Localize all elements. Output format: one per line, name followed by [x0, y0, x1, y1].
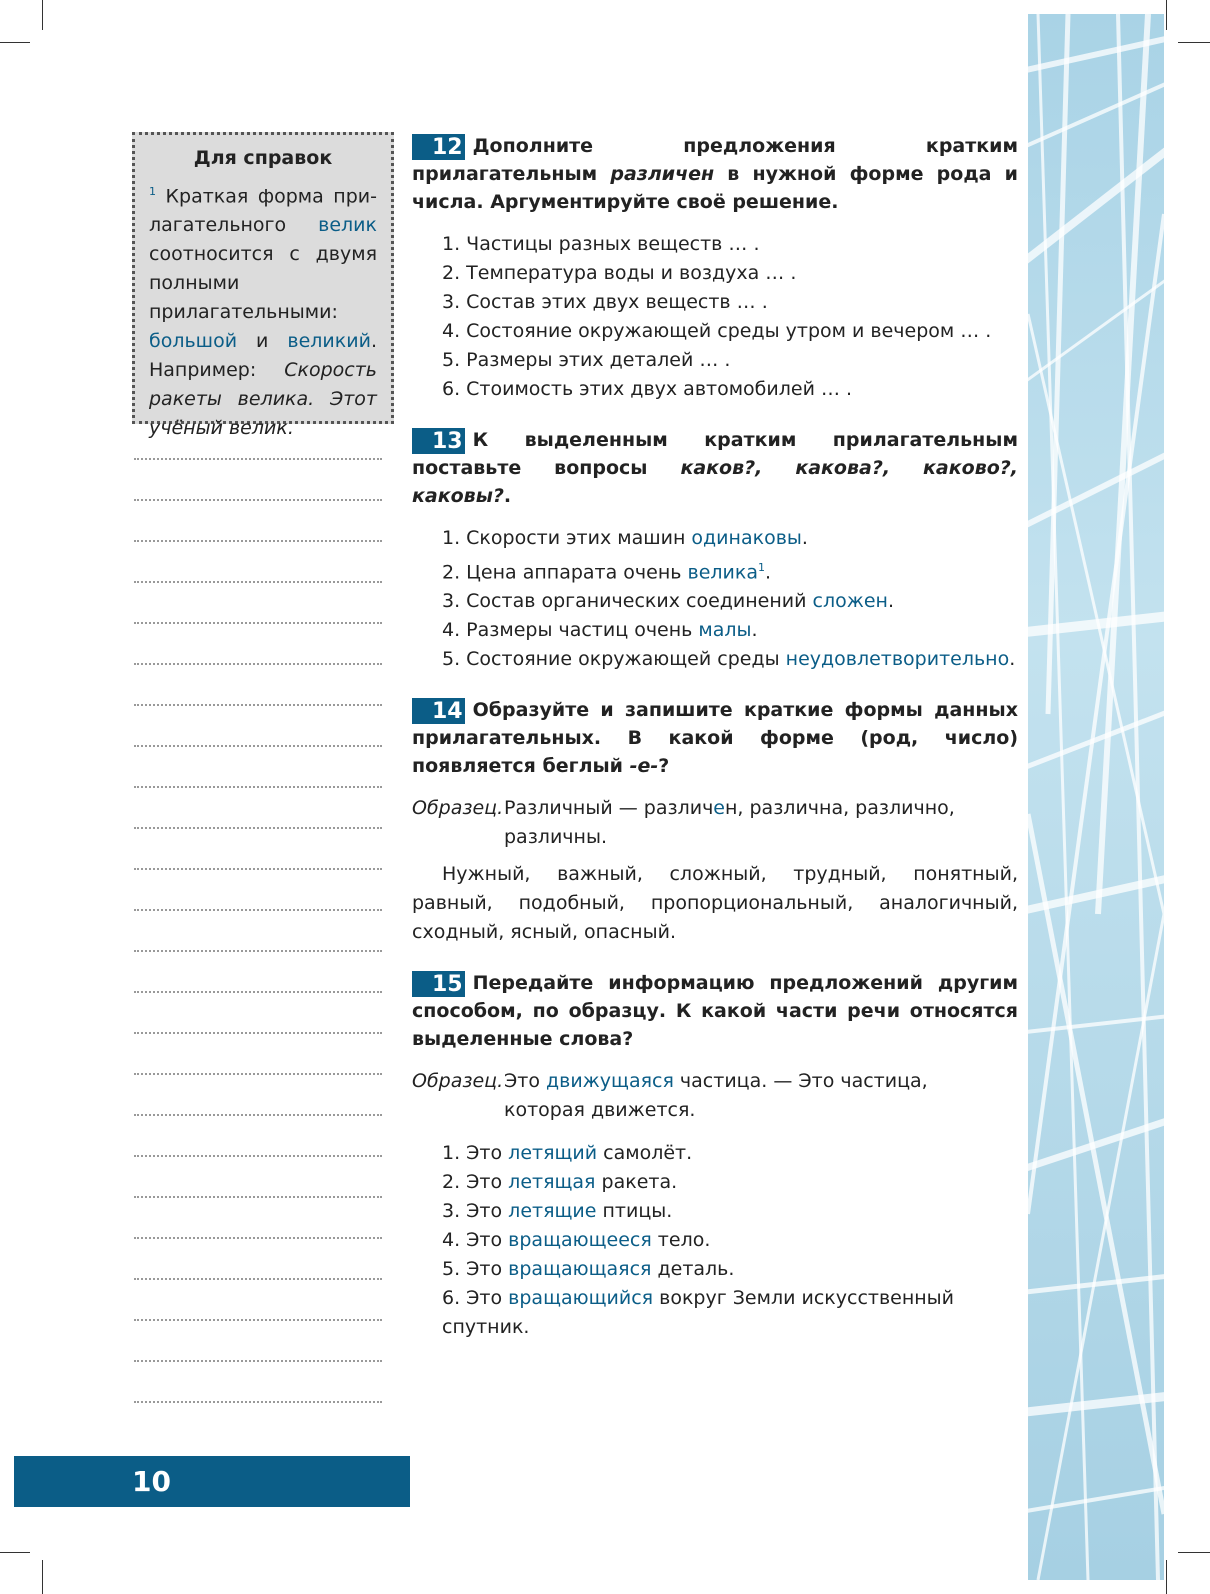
note-line	[134, 1239, 382, 1280]
item-text: тело.	[651, 1229, 711, 1252]
heading-questions: каков?, какова?, каково?, каковы?	[412, 457, 1019, 507]
item-text: ракета.	[595, 1171, 678, 1194]
heading-word: различен	[610, 163, 715, 185]
reference-example: Скорость ракеты велика. Этот учёный велик.	[149, 359, 377, 440]
sample-text: частица. — Это частица, которая движется.	[504, 1070, 928, 1122]
note-line	[134, 1075, 382, 1116]
heading-text: Образуйте и запишите краткие формы данных прилагательных. В какой форме (род, число) появляется беглый	[412, 699, 1018, 778]
list-item: 5. Размеры этих деталей … .	[442, 349, 731, 371]
item-text: 5. Состояние окружающей среды	[442, 648, 786, 671]
exercise-12	[412, 132, 1018, 404]
word-list: Нужный, важный, сложный, трудный, понятный, равный, подобный, пропорциональный, аналогичный, сходный, ясный, опасный.	[412, 863, 1018, 944]
list-item	[412, 1284, 1018, 1342]
highlighted-word: вращающийся	[508, 1287, 654, 1310]
exercise-number: 14	[412, 698, 465, 724]
item-text: 2. Это	[442, 1171, 509, 1194]
crop-mark	[0, 42, 30, 43]
note-line	[134, 911, 382, 952]
list-item: 3. Состав этих двух веществ … .	[442, 291, 768, 313]
highlighted-word: вращающаяся	[508, 1258, 652, 1281]
heading-text: Передайте информацию предложений другим способом, по образцу. К какой части речи относятся выделенные слова?	[412, 972, 1018, 1051]
reference-word: велик	[318, 214, 377, 237]
exercise-heading	[412, 132, 1018, 216]
item-text: .	[887, 590, 895, 613]
item-text: 4. Это	[442, 1229, 509, 1252]
heading-text: ?	[658, 755, 670, 778]
exercise-15	[412, 969, 1018, 1342]
exercises-column	[412, 132, 1018, 1364]
item-text: .	[801, 527, 808, 549]
highlighted-word: летящие	[508, 1200, 597, 1223]
list-item: 6. Стоимость этих двух автомобилей … .	[442, 378, 853, 400]
highlighted-word: летящий	[508, 1142, 598, 1165]
item-text: .	[751, 619, 758, 642]
exercise-items	[412, 524, 1018, 674]
list-item	[412, 1255, 1018, 1284]
reference-text-part: соотносится с двумя полными прилагательными:	[149, 243, 377, 324]
list-item: 4. Состояние окружающей среды утром и вечером … .	[442, 320, 992, 342]
list-item	[412, 587, 1018, 616]
note-line	[134, 542, 382, 583]
item-text: деталь.	[651, 1258, 735, 1281]
note-line	[134, 1362, 382, 1403]
item-text: вокруг Земли искусственный спутник.	[442, 1287, 955, 1339]
exercise-heading	[412, 969, 1018, 1053]
highlighted-word: сложен	[812, 590, 888, 613]
list-item	[412, 553, 1018, 587]
note-line	[134, 583, 382, 624]
reference-box	[132, 132, 394, 440]
heading-text: Дополните предложения кратким прилагательным	[412, 135, 1018, 185]
exercise-heading	[412, 696, 1018, 780]
sample-body	[504, 794, 1012, 852]
sample-text: Это	[504, 1070, 546, 1093]
note-line	[134, 624, 382, 665]
reference-word: великий	[287, 330, 371, 353]
highlighted-word: движущаяся	[546, 1070, 674, 1093]
reference-text	[149, 177, 377, 443]
list-item	[412, 645, 1018, 674]
list-item	[412, 616, 1018, 645]
reference-title: Для справок	[193, 147, 333, 169]
highlighted-word: неудовлетворительно	[785, 648, 1010, 671]
exercise-13	[412, 426, 1018, 674]
list-item: 2. Температура воды и воздуха … .	[442, 262, 797, 284]
reference-text-part: . Например:	[149, 330, 377, 382]
sample-body	[504, 1067, 1012, 1125]
highlighted-word: летящая	[508, 1171, 596, 1194]
footnote-mark: 1	[758, 561, 765, 574]
list-item	[412, 1226, 1018, 1255]
exercise-14	[412, 696, 1018, 947]
item-text: 3. Это	[442, 1200, 509, 1223]
note-line	[134, 1034, 382, 1075]
highlighted-word: вращающееся	[508, 1229, 652, 1252]
sample-label: Образец.	[412, 797, 504, 820]
side-decoration	[1028, 14, 1164, 1580]
crop-mark	[42, 0, 43, 30]
note-line	[134, 952, 382, 993]
list-item	[412, 524, 1018, 553]
note-line	[134, 460, 382, 501]
crop-mark	[42, 1560, 43, 1594]
exercise-number: 12	[412, 134, 465, 160]
list-item	[412, 1168, 1018, 1197]
note-line	[134, 501, 382, 542]
footnote-mark: 1	[149, 185, 156, 198]
note-line	[134, 1198, 382, 1239]
crop-mark	[1166, 1560, 1167, 1594]
exercise-heading	[412, 426, 1018, 510]
heading-text: К выделенным кратким прилагательным поставьте вопросы	[412, 429, 1018, 479]
list-item	[412, 1197, 1018, 1226]
note-line	[134, 706, 382, 747]
crop-mark	[1178, 1552, 1210, 1553]
exercise-number: 13	[412, 428, 465, 454]
highlighted-word: велика	[687, 561, 758, 584]
item-text: 3. Состав органических соединений	[442, 590, 813, 613]
item-text: 2. Цена аппарата очень	[442, 561, 688, 584]
exercise-items	[412, 1139, 1018, 1342]
reference-text-part: и	[237, 330, 288, 353]
page-number: 10	[14, 1456, 410, 1507]
note-line	[134, 747, 382, 788]
crop-mark	[0, 1552, 30, 1553]
note-line	[134, 829, 382, 870]
sample-text: Различный — различ	[504, 797, 714, 820]
note-line	[134, 870, 382, 911]
item-text: самолёт.	[597, 1142, 693, 1165]
crop-mark	[1166, 0, 1167, 30]
reference-text-part: Краткая форма прилагательного	[149, 185, 377, 237]
sample	[412, 1067, 1018, 1125]
item-text: 1. Это	[442, 1142, 509, 1165]
list-item	[412, 1139, 1018, 1168]
note-line	[134, 1280, 382, 1321]
note-line	[134, 665, 382, 706]
item-text: птицы.	[596, 1200, 673, 1223]
note-line	[134, 1157, 382, 1198]
note-line	[134, 1321, 382, 1362]
note-line	[134, 448, 382, 460]
sample-text: н, различна, различно, различны.	[504, 797, 955, 849]
note-line	[134, 993, 382, 1034]
highlighted-word: малы	[698, 619, 752, 642]
item-text: 4. Размеры частиц очень	[442, 619, 699, 642]
item-text: 1. Скорости этих машин	[442, 527, 692, 549]
heading-text: в нужной форме рода и числа. Аргументируйте своё решение.	[412, 163, 1018, 213]
exercise-number: 15	[412, 971, 465, 997]
highlighted-word: одинаковы	[691, 527, 802, 549]
item-text: .	[1009, 648, 1016, 671]
note-lines	[134, 448, 382, 1403]
reference-word: большой	[149, 330, 238, 353]
note-line	[134, 788, 382, 829]
sample-label: Образец.	[412, 1070, 504, 1093]
sample	[412, 794, 1018, 852]
exercise-items	[412, 230, 1018, 404]
list-item: 1. Частицы разных веществ … .	[442, 233, 760, 255]
item-text: .	[765, 561, 772, 584]
note-line	[134, 1116, 382, 1157]
item-text: 6. Это	[442, 1287, 509, 1310]
heading-letter: -е-	[629, 755, 659, 778]
highlighted-letter: е	[713, 797, 725, 820]
heading-text: .	[503, 485, 512, 507]
item-text: 5. Это	[442, 1258, 509, 1281]
crop-mark	[1178, 42, 1210, 43]
